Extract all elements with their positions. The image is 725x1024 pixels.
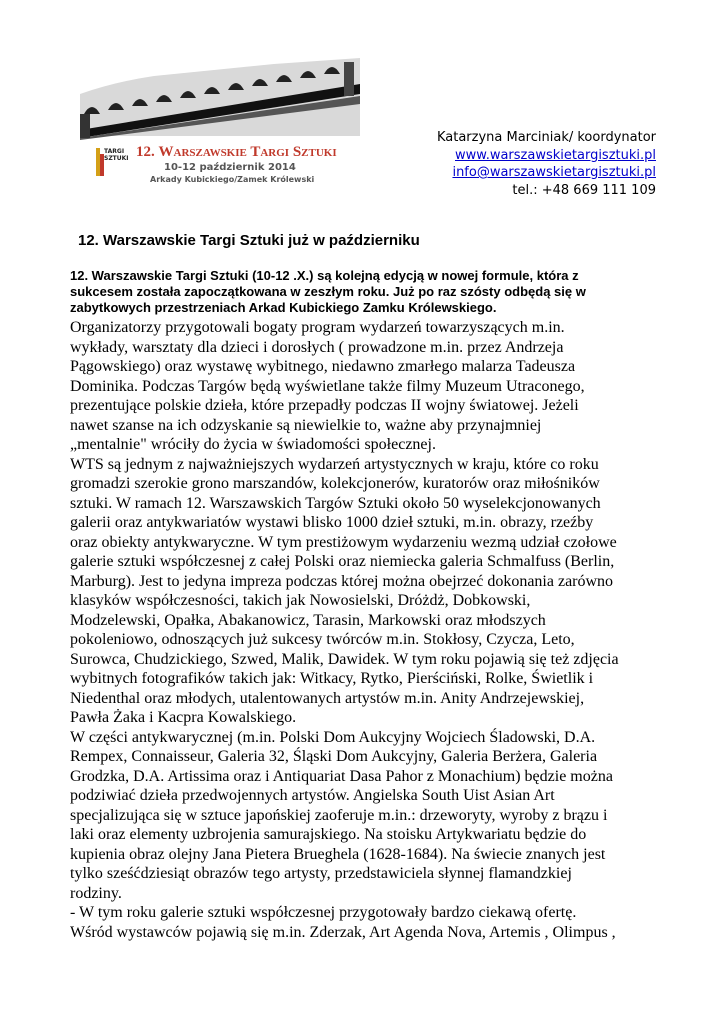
body-line: kupienia obraz olejny Jana Pietera Brueghela (1628-1684). Na świecie znanych jest	[70, 845, 606, 863]
logo-venue: Arkady Kubickiego/Zamek Królewski	[150, 175, 315, 184]
contact-block	[437, 129, 656, 199]
fair-logo	[74, 54, 360, 196]
body-line: Pawła Żaka i Kacpra Kowalskiego.	[70, 709, 297, 726]
website-link[interactable]: www.warszawskietargisztuki.pl	[455, 147, 656, 163]
body-line: Niedenthal oraz młodych, utalentowanych artystów m.in. Anity Andrzejewskiej,	[70, 689, 585, 707]
logo-title-text: Warszawskie Targi Sztuki	[158, 144, 337, 160]
body-line: Organizatorzy przygotowali bogaty program wydarzeń towarzyszących m.in.	[70, 319, 565, 336]
body-line: tylko sześćdziesiąt obrazów tego artysty, przedstawiciela słynnej flamandzkiej	[70, 865, 572, 882]
body-line: gromadzi szerokie grono marszandów, kolekcjonerów, kuratorów oraz miłośników	[70, 475, 600, 492]
body-line: nawet szanse na ich odzyskanie są niewielkie to, ważne aby przynajmniej	[70, 416, 542, 434]
body-line: sztuki. W ramach 12. Warszawskich Targów Sztuki około 50 wyselekcjonowanych	[70, 494, 601, 512]
body-line: Modzelewski, Opałka, Abakanowicz, Tarasin, Markowski oraz młodszych	[70, 611, 546, 629]
body-line: „mentalnie" wróciły do życia w świadomości społecznej.	[70, 436, 436, 453]
lead-line: zabytkowych przestrzeniach Arkad Kubickiego Zamku Królewskiego.	[70, 300, 497, 315]
body-line: rodziny.	[70, 884, 122, 902]
body-line: WTS są jednym z najważniejszych wydarzeń artystycznych w kraju, które co roku	[70, 455, 599, 473]
logo-stamp-text	[104, 148, 129, 162]
article-body	[70, 318, 670, 942]
logo-title-number: 12.	[136, 144, 155, 160]
body-line: Pągowskiego) oraz wystawę wybitnego, niedawno zmarłego malarza Tadeusza	[70, 358, 576, 375]
body-line: specjalizująca się w sztuce japońskiej zaoferuje m.in.: drzeworyty, wyroby z brązu i	[70, 806, 608, 824]
body-line: laki oraz elementy uzbrojenia samurajskiego. Na stoisku Artykwariatu będzie do	[70, 826, 587, 843]
page-title: 12. Warszawskie Targi Sztuki już w październiku	[78, 232, 420, 249]
body-line: Wśród wystawców pojawią się m.in. Zderzak, Art Agenda Nova, Artemis , Olimpus ,	[70, 923, 616, 941]
body-line: Dominika. Podczas Targów będą wyświetlane także filmy Muzeum Utraconego,	[70, 377, 585, 395]
stamp-line: SZTUKI	[104, 155, 129, 162]
email-link[interactable]: info@warszawskietargisztuki.pl	[452, 165, 656, 180]
logo-dates: 10-12 październik 2014	[164, 162, 296, 173]
coordinator-name: Katarzyna Marciniak/ koordynator	[436, 130, 656, 145]
body-line: Rempex, Connaisseur, Galeria 32, Śląski Dom Aukcyjny, Galeria Berżera, Galeria	[70, 748, 598, 765]
body-line: Marburg). Jest to jedyna impreza podczas której można obejrzeć dokonania zarówno	[70, 572, 614, 590]
body-line: wybitnych fotografików takich jak: Witkacy, Rytko, Pierściński, Rolke, Świetlik i	[70, 670, 594, 687]
body-line: klasyków współczesności, takich jak Nowosielski, Dróżdż, Dobkowski,	[70, 592, 531, 609]
body-line: - W tym roku galerie sztuki współczesnej przygotowały bardzo ciekawą ofertę.	[70, 904, 577, 921]
stamp-line: TARGI	[104, 148, 125, 155]
body-line: Grodzka, D.A. Artissima oraz i Antiquariat Dasa Pahor z Monachium) będzie można	[70, 767, 613, 785]
body-line: prezentujące polskie dzieła, które przepadły podczas II wojny światowej. Jeżeli	[70, 397, 579, 414]
body-line: galerii oraz antykwariatów wystawi blisko 1000 dzieł sztuki, m.in. obrazy, rzeźby	[70, 514, 594, 531]
lead-line: 12. Warszawskie Targi Sztuki (10-12 .X.) są kolejną edycją w nowej formule, która z	[70, 268, 579, 283]
body-line: oraz obiekty antykwaryczne. W tym prestiżowym wydarzeniu wezmą udział czołowe	[70, 533, 617, 551]
body-line: Surowca, Chudzickiego, Szwed, Malik, Dawidek. W tym roku pojawią się też zdjęcia	[70, 650, 619, 668]
logo-title	[136, 144, 337, 161]
phone-number: tel.: +48 669 111 109	[512, 182, 656, 198]
body-line: W części antykwarycznej (m.in. Polski Dom Aukcyjny Wojciech Śladowski, D.A.	[70, 728, 596, 746]
body-line: pokoleniowo, odnoszących już sukcesy twórców m.in. Stokłosy, Czycza, Leto,	[70, 631, 575, 648]
body-line: galerie sztuki współczesnej z całej Polski oraz niemiecka galeria Schmalfuss (Berlin,	[70, 553, 615, 570]
lead-paragraph	[70, 268, 660, 316]
lead-line: sukcesem została zapoczątkowana w zeszłym roku. Już po raz szósty odbędą się w	[70, 284, 586, 299]
body-line: podziwiać dzieła przedwojennych artystów. Angielska South Uist Asian Art	[70, 787, 555, 804]
body-line: wykłady, warsztaty dla dzieci i dorosłych ( prowadzone m.in. przez Andrzeja	[70, 338, 564, 356]
